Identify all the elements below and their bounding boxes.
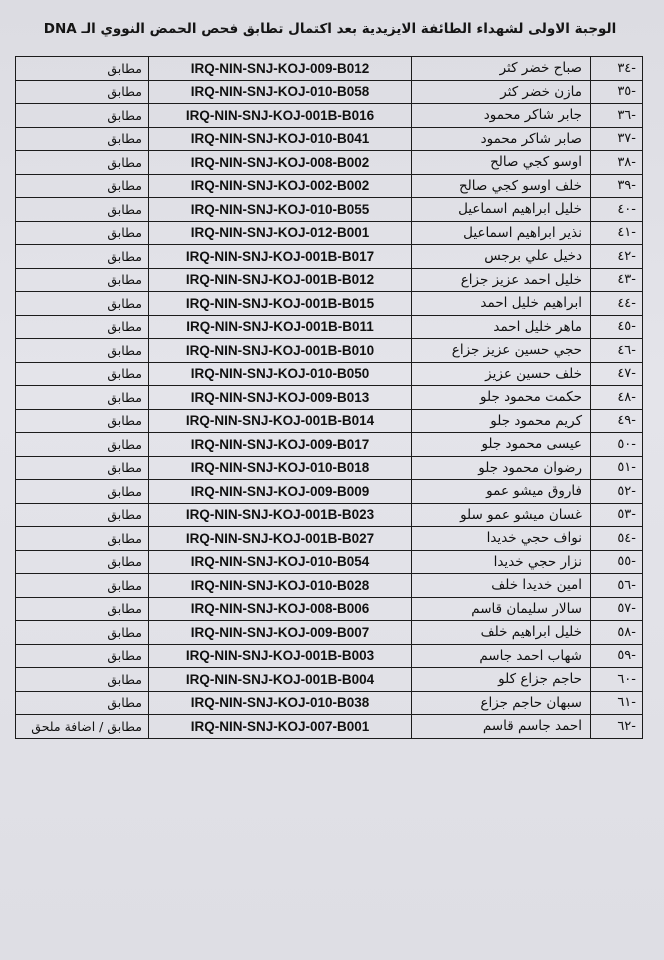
person-name: ماهر خليل احمد bbox=[412, 315, 591, 339]
table-row bbox=[16, 339, 643, 363]
person-name: دخيل علي برجس bbox=[412, 245, 591, 269]
person-name: غسان ميشو عمو سلو bbox=[412, 503, 591, 527]
row-number: -٤٧ bbox=[591, 362, 643, 386]
match-status: مطابق bbox=[16, 104, 149, 128]
sample-code: IRQ-NIN-SNJ-KOJ-001B-B027 bbox=[149, 527, 412, 551]
table-row bbox=[16, 151, 643, 175]
row-number: -٤٢ bbox=[591, 245, 643, 269]
row-number: -٤٤ bbox=[591, 292, 643, 316]
table-row bbox=[16, 104, 643, 128]
sample-code: IRQ-NIN-SNJ-KOJ-002-B002 bbox=[149, 174, 412, 198]
table-row bbox=[16, 527, 643, 551]
table-row bbox=[16, 456, 643, 480]
row-number: -٣٦ bbox=[591, 104, 643, 128]
table-row bbox=[16, 503, 643, 527]
sample-code: IRQ-NIN-SNJ-KOJ-001B-B015 bbox=[149, 292, 412, 316]
row-number: -٥٤ bbox=[591, 527, 643, 551]
person-name: كريم محمود جلو bbox=[412, 409, 591, 433]
table-row bbox=[16, 597, 643, 621]
match-status: مطابق bbox=[16, 597, 149, 621]
table-row bbox=[16, 433, 643, 457]
match-status: مطابق bbox=[16, 409, 149, 433]
person-name: امين خديدا خلف bbox=[412, 574, 591, 598]
match-status: مطابق bbox=[16, 362, 149, 386]
row-number: -٣٧ bbox=[591, 127, 643, 151]
table-row bbox=[16, 715, 643, 739]
table-row bbox=[16, 574, 643, 598]
match-status: مطابق bbox=[16, 668, 149, 692]
match-status: مطابق bbox=[16, 691, 149, 715]
sample-code: IRQ-NIN-SNJ-KOJ-010-B038 bbox=[149, 691, 412, 715]
match-status: مطابق bbox=[16, 574, 149, 598]
match-status: مطابق bbox=[16, 174, 149, 198]
person-name: حكمت محمود جلو bbox=[412, 386, 591, 410]
sample-code: IRQ-NIN-SNJ-KOJ-001B-B014 bbox=[149, 409, 412, 433]
row-number: -٤٥ bbox=[591, 315, 643, 339]
match-status: مطابق bbox=[16, 127, 149, 151]
row-number: -٣٩ bbox=[591, 174, 643, 198]
row-number: -٥٩ bbox=[591, 644, 643, 668]
table-row bbox=[16, 292, 643, 316]
person-name: خليل احمد عزيز جزاع bbox=[412, 268, 591, 292]
person-name: خلف اوسو كجي صالح bbox=[412, 174, 591, 198]
person-name: اوسو كجي صالح bbox=[412, 151, 591, 175]
sample-code: IRQ-NIN-SNJ-KOJ-010-B058 bbox=[149, 80, 412, 104]
row-number: -٦٢ bbox=[591, 715, 643, 739]
row-number: -٣٨ bbox=[591, 151, 643, 175]
match-status: مطابق / اضافة ملحق bbox=[16, 715, 149, 739]
person-name: نزار حجي خديدا bbox=[412, 550, 591, 574]
match-status: مطابق bbox=[16, 386, 149, 410]
results-table bbox=[15, 56, 643, 739]
table-row bbox=[16, 245, 643, 269]
match-status: مطابق bbox=[16, 433, 149, 457]
table-row bbox=[16, 480, 643, 504]
match-status: مطابق bbox=[16, 503, 149, 527]
sample-code: IRQ-NIN-SNJ-KOJ-010-B028 bbox=[149, 574, 412, 598]
table-row bbox=[16, 386, 643, 410]
match-status: مطابق bbox=[16, 80, 149, 104]
person-name: سبهان حاجم جزاع bbox=[412, 691, 591, 715]
match-status: مطابق bbox=[16, 198, 149, 222]
sample-code: IRQ-NIN-SNJ-KOJ-010-B054 bbox=[149, 550, 412, 574]
sample-code: IRQ-NIN-SNJ-KOJ-009-B009 bbox=[149, 480, 412, 504]
person-name: عيسى محمود جلو bbox=[412, 433, 591, 457]
row-number: -٦٠ bbox=[591, 668, 643, 692]
match-status: مطابق bbox=[16, 268, 149, 292]
sample-code: IRQ-NIN-SNJ-KOJ-009-B007 bbox=[149, 621, 412, 645]
sample-code: IRQ-NIN-SNJ-KOJ-009-B012 bbox=[149, 57, 412, 81]
sample-code: IRQ-NIN-SNJ-KOJ-001B-B017 bbox=[149, 245, 412, 269]
match-status: مطابق bbox=[16, 480, 149, 504]
match-status: مطابق bbox=[16, 292, 149, 316]
table-row bbox=[16, 198, 643, 222]
row-number: -٤٠ bbox=[591, 198, 643, 222]
sample-code: IRQ-NIN-SNJ-KOJ-001B-B016 bbox=[149, 104, 412, 128]
person-name: صباح خضر كثر bbox=[412, 57, 591, 81]
row-number: -٥١ bbox=[591, 456, 643, 480]
row-number: -٦١ bbox=[591, 691, 643, 715]
sample-code: IRQ-NIN-SNJ-KOJ-009-B013 bbox=[149, 386, 412, 410]
table-row bbox=[16, 174, 643, 198]
table-row bbox=[16, 80, 643, 104]
match-status: مطابق bbox=[16, 57, 149, 81]
row-number: -٥٨ bbox=[591, 621, 643, 645]
sample-code: IRQ-NIN-SNJ-KOJ-001B-B023 bbox=[149, 503, 412, 527]
sample-code: IRQ-NIN-SNJ-KOJ-009-B017 bbox=[149, 433, 412, 457]
sample-code: IRQ-NIN-SNJ-KOJ-001B-B004 bbox=[149, 668, 412, 692]
person-name: ابراهيم خليل احمد bbox=[412, 292, 591, 316]
match-status: مطابق bbox=[16, 550, 149, 574]
row-number: -٥٣ bbox=[591, 503, 643, 527]
match-status: مطابق bbox=[16, 221, 149, 245]
row-number: -٤٣ bbox=[591, 268, 643, 292]
match-status: مطابق bbox=[16, 621, 149, 645]
row-number: -٥٢ bbox=[591, 480, 643, 504]
person-name: صابر شاكر محمود bbox=[412, 127, 591, 151]
row-number: -٥٥ bbox=[591, 550, 643, 574]
table-row bbox=[16, 127, 643, 151]
table-row bbox=[16, 57, 643, 81]
table-body bbox=[16, 57, 643, 739]
person-name: خليل ابراهيم خلف bbox=[412, 621, 591, 645]
row-number: -٥٦ bbox=[591, 574, 643, 598]
row-number: -٤٩ bbox=[591, 409, 643, 433]
table-row bbox=[16, 409, 643, 433]
match-status: مطابق bbox=[16, 315, 149, 339]
row-number: -٣٥ bbox=[591, 80, 643, 104]
sample-code: IRQ-NIN-SNJ-KOJ-010-B055 bbox=[149, 198, 412, 222]
table-row bbox=[16, 668, 643, 692]
row-number: -٤٦ bbox=[591, 339, 643, 363]
sample-code: IRQ-NIN-SNJ-KOJ-012-B001 bbox=[149, 221, 412, 245]
person-name: خليل ابراهيم اسماعيل bbox=[412, 198, 591, 222]
sample-code: IRQ-NIN-SNJ-KOJ-001B-B012 bbox=[149, 268, 412, 292]
table-row bbox=[16, 362, 643, 386]
row-number: -٤١ bbox=[591, 221, 643, 245]
table-row bbox=[16, 268, 643, 292]
match-status: مطابق bbox=[16, 456, 149, 480]
person-name: جابر شاكر محمود bbox=[412, 104, 591, 128]
person-name: سالار سليمان قاسم bbox=[412, 597, 591, 621]
row-number: -٣٤ bbox=[591, 57, 643, 81]
table-row bbox=[16, 644, 643, 668]
table-row bbox=[16, 550, 643, 574]
row-number: -٤٨ bbox=[591, 386, 643, 410]
match-status: مطابق bbox=[16, 245, 149, 269]
sample-code: IRQ-NIN-SNJ-KOJ-010-B050 bbox=[149, 362, 412, 386]
sample-code: IRQ-NIN-SNJ-KOJ-001B-B011 bbox=[149, 315, 412, 339]
sample-code: IRQ-NIN-SNJ-KOJ-001B-B003 bbox=[149, 644, 412, 668]
person-name: خلف حسين عزيز bbox=[412, 362, 591, 386]
row-number: -٥٠ bbox=[591, 433, 643, 457]
person-name: فاروق ميشو عمو bbox=[412, 480, 591, 504]
match-status: مطابق bbox=[16, 151, 149, 175]
sample-code: IRQ-NIN-SNJ-KOJ-010-B041 bbox=[149, 127, 412, 151]
sample-code: IRQ-NIN-SNJ-KOJ-008-B002 bbox=[149, 151, 412, 175]
row-number: -٥٧ bbox=[591, 597, 643, 621]
sample-code: IRQ-NIN-SNJ-KOJ-010-B018 bbox=[149, 456, 412, 480]
table-row bbox=[16, 691, 643, 715]
table-row bbox=[16, 621, 643, 645]
person-name: احمد جاسم قاسم bbox=[412, 715, 591, 739]
person-name: نواف حجي خديدا bbox=[412, 527, 591, 551]
person-name: حاجم جزاع كلو bbox=[412, 668, 591, 692]
table-row bbox=[16, 315, 643, 339]
sample-code: IRQ-NIN-SNJ-KOJ-007-B001 bbox=[149, 715, 412, 739]
person-name: نذير ابراهيم اسماعيل bbox=[412, 221, 591, 245]
sample-code: IRQ-NIN-SNJ-KOJ-008-B006 bbox=[149, 597, 412, 621]
table-row bbox=[16, 221, 643, 245]
person-name: مازن خضر كثر bbox=[412, 80, 591, 104]
match-status: مطابق bbox=[16, 339, 149, 363]
match-status: مطابق bbox=[16, 644, 149, 668]
match-status: مطابق bbox=[16, 527, 149, 551]
sample-code: IRQ-NIN-SNJ-KOJ-001B-B010 bbox=[149, 339, 412, 363]
person-name: شهاب احمد جاسم bbox=[412, 644, 591, 668]
person-name: رضوان محمود جلو bbox=[412, 456, 591, 480]
person-name: حجي حسين عزيز جزاع bbox=[412, 339, 591, 363]
document-title: الوجبة الاولى لشهداء الطائفة الايزيدية بعد اكتمال تطابق فحص الحمض النووي الـ DNA bbox=[43, 21, 617, 37]
